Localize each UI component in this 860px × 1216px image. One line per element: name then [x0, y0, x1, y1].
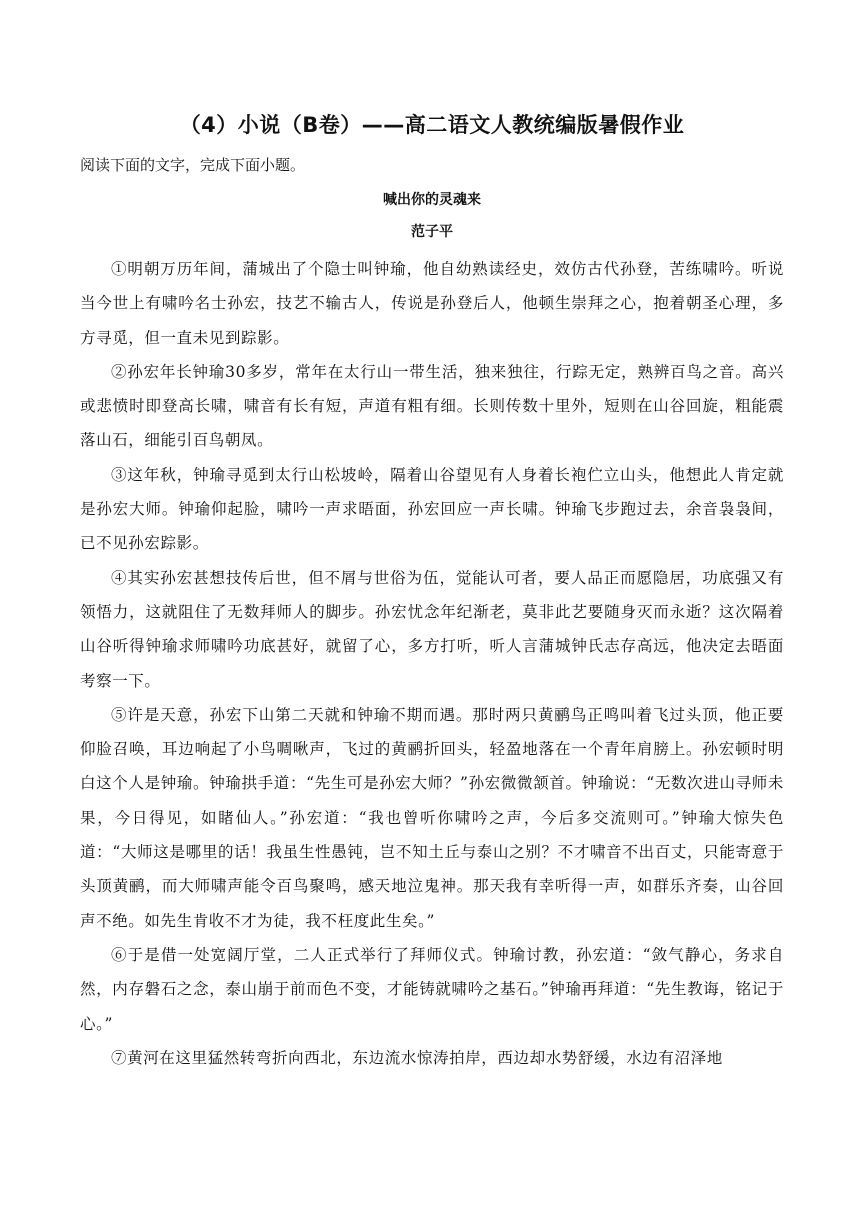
- article-author: 范子平: [411, 224, 453, 240]
- paragraph-5: ⑤许是天意，孙宏下山第二天就和钟瑜不期而遇。那时两只黄鹂鸟正鸣叫着飞过头顶，他正要仰脸召唤，耳边响起了小鸟啁啾声，飞过的黄鹂折回头，轻盈地落在一个青年肩膀上。孙宏顿时明白这个人是钟瑜。钟瑜拱手道：“先生可是孙宏大师？”孙宏微微颔首。钟瑜说：“无数次进山寻师未果，今日得见，如睹仙人。”孙宏道：“我也曾听你啸吟之声，今后多交流则可。”钟瑜大惊失色道：“大师这是哪里的话！我虽生性愚钝，岂不知土丘与泰山之别？不才啸音不出百丈，只能寄意于头顶黄鹂，而大师啸声能令百鸟聚鸣，感天地泣鬼神。那天我有幸听得一声，如群乐齐奏，山谷回声不绝。如先生肯收不才为徒，我不枉度此生矣。”: [80, 705, 784, 930]
- paragraph-2: ②孙宏年长钟瑜30多岁，常年在太行山一带生活，独来独往，行踪无定，熟辨百鸟之音。高兴或悲愤时即登高长啸，啸音有长有短，声道有粗有细。长则传数十里外，短则在山谷回旋，粗能震落山石，细能引百鸟朝凤。: [80, 362, 784, 450]
- paragraph-6: ⑥于是借一处宽阔厅堂，二人正式举行了拜师仪式。钟瑜讨教，孙宏道：“敛气静心，务求自然，内存磐石之念，泰山崩于前而色不变，才能铸就啸吟之基石。”钟瑜再拜道：“先生教诲，铭记于心。”: [80, 945, 784, 1033]
- instruction-text: 阅读下面的文字，完成下面小题。: [80, 156, 306, 174]
- paragraph-4: ④其实孙宏甚想技传后世，但不屑与世俗为伍，觉能认可者，要人品正而愿隐居，功底强又有领悟力，这就阻住了无数拜师人的脚步。孙宏忧念年纪渐老，莫非此艺要随身灭而永逝？这次隔着山谷听得钟瑜求师啸吟功底甚好，就留了心，多方打听，听人言蒲城钟氏志存高远，他决定去晤面考察一下。: [80, 568, 784, 690]
- document-title: （4）小说（B卷）——高二语文人教统编版暑假作业: [179, 113, 685, 137]
- paragraph-3: ③这年秋，钟瑜寻觅到太行山松坡岭，隔着山谷望见有人身着长袍伫立山头，他想此人肯定就是孙宏大师。钟瑜仰起脸，啸吟一声求晤面，孙宏回应一声长啸。钟瑜飞步跑过去，余音袅袅间，已不见孙宏踪影。: [80, 465, 784, 553]
- paragraph-1: ①明朝万历年间，蒲城出了个隐士叫钟瑜，他自幼熟读经史，效仿古代孙登，苦练啸吟。听说当今世上有啸吟名士孙宏，技艺不输古人，传说是孙登后人，他顿生崇拜之心，抱着朝圣心理，多方寻觅，但一直未见到踪影。: [80, 260, 784, 347]
- article-title: 喊出你的灵魂来: [383, 192, 481, 208]
- paragraph-7: ⑦黄河在这里猛然转弯折向西北，东边流水惊涛拍岸，西边却水势舒缓，水边有沼泽地: [111, 1048, 723, 1067]
